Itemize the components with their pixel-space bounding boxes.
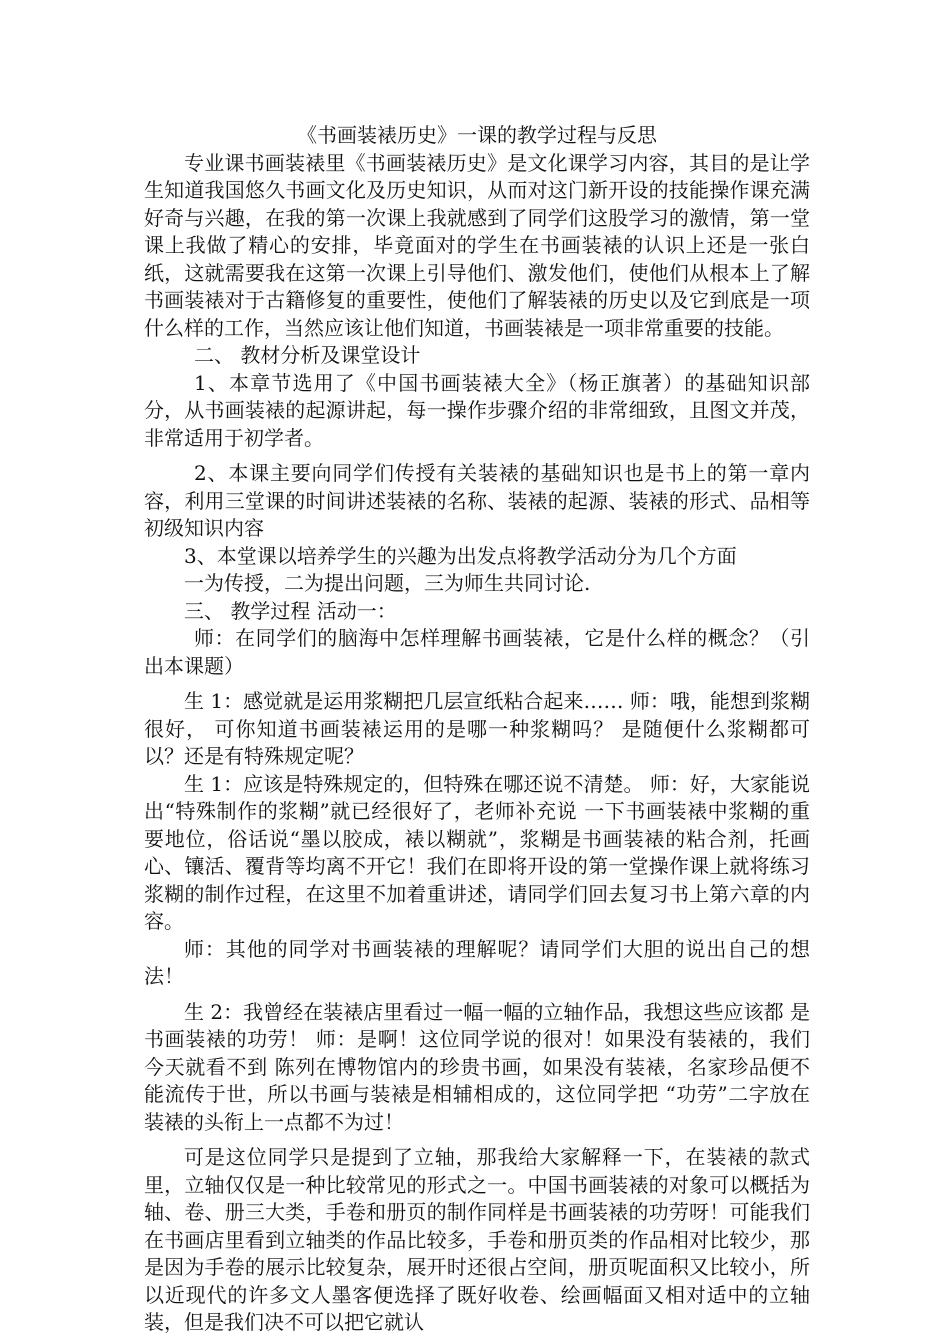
document-page <box>144 122 810 1337</box>
section-heading-2: 二、 教材分析及课堂设计 <box>194 343 421 367</box>
dialogue-teacher-2: 师：其他的同学对书画装裱的理解呢？请同学们大胆的说出自己的想 法！ <box>144 936 810 988</box>
paragraph-intro: 专业课书画装裱里《书画装裱历史》是文化课学习内容，其目的是让学生知道我国悠久书画文化及历史知识，从而对这门新开设的技能操作课充满好奇与兴趣，在我的第一次课上我就感到了同学们这股学习的激情，第一堂课上我做了精心的安排，毕竟面对的学生在书画装裱的认识上还是一张白纸，这就需要我在这第一次课上引导他们、激发他们，使他们从根本上了解书画装裱对于古籍修复的重要性，使他们了解装裱的历史以及它到底是一项什么样的工作，当然应该让他们知道，书画装裱是一项非常重要的技能。 <box>144 150 810 340</box>
paragraph-item-3: 3、本堂课以培养学生的兴趣为出发点将教学活动分为几个方面 <box>184 543 737 568</box>
dialogue-student-1-reply: 生 1：应该是特殊规定的，但特殊在哪还说不清楚。 师：好，大家能说出“特殊制作的浆糊”就已经很好了，老师补充说 一下书画装裱中浆糊的重要地位，俗话说“墨以胶成，裱以糊就”，浆糊是书画装裱的粘合剂，托画心、镶活、覆背等均离不开它！我们在即将开设的第一堂操作课上就将练习浆糊的制作过程，在这里不加着重讲述，请同学们回去复习书上第六章的内容。 <box>144 771 810 933</box>
section-heading-3: 三、 教学过程 活动一： <box>184 598 397 623</box>
dialogue-teacher-1: 师：在同学们的脑海中怎样理解书画装裱，它是什么样的概念？（引出本课题） <box>144 626 810 678</box>
dialogue-student-2: 生 2：我曾经在装裱店里看过一幅一幅的立轴作品，我想这些应该都 是书画装裱的功劳！ 师：是啊！这位同学说的很对！如果没有装裱的，我们今天就看不到 陈列在博物馆内的珍贵书画，如果没有装裱，名家珍品便不能流传于世，所以书画与装裱是相辅相成的，这位同学把 “功劳”二字放在装裱的头衔上一点都不为过！ <box>144 999 810 1134</box>
paragraph-item-3-cont: 一为传授，二为提出问题，三为师生共同讨论. <box>184 571 591 595</box>
paragraph-item-2: 2、本课主要向同学们传授有关装裱的基础知识也是书上的第一章内容，利用三堂课的时间讲述装裱的名称、装裱的起源、装裱的形式、品相等初级知识内容 <box>144 461 810 540</box>
paragraph-item-1: 1、本章节选用了《中国书画装裱大全》（杨正旗著）的基础知识部分，从书画装裱的起源讲起，每一操作步骤介绍的非常细致，且图文并茂，非常适用于初学者。 <box>144 370 810 450</box>
paragraph-explanation: 可是这位同学只是提到了立轴，那我给大家解释一下，在装裱的款式里，立轴仅仅是一种比较常见的形式之一。中国书画装裱的对象可以概括为轴、卷、册三大类，手卷和册页的制作同样是书画装裱的功劳呀！可能我们在书画店里看到立轴类的作品比较多，手卷和册页类的作品相对比较少，那是因为手卷的展示比较复杂，展开时还很占空间，册页呢面积又比较小，所以近现代的许多文人墨客便选择了既好收卷、绘画幅面又相对适中的立轴装，但是我们决不可以把它就认 <box>144 1145 810 1334</box>
document-title: 《书画装裱历史》一课的教学过程与反思 <box>297 123 657 147</box>
dialogue-student-1: 生 1：感觉就是运用浆糊把几层宣纸粘合起来…… 师：哦，能想到浆糊很好， 可你知道书画装裱运用的是哪一种浆糊吗？ 是随便什么浆糊都可以？还是有特殊规定呢？ <box>144 689 810 768</box>
